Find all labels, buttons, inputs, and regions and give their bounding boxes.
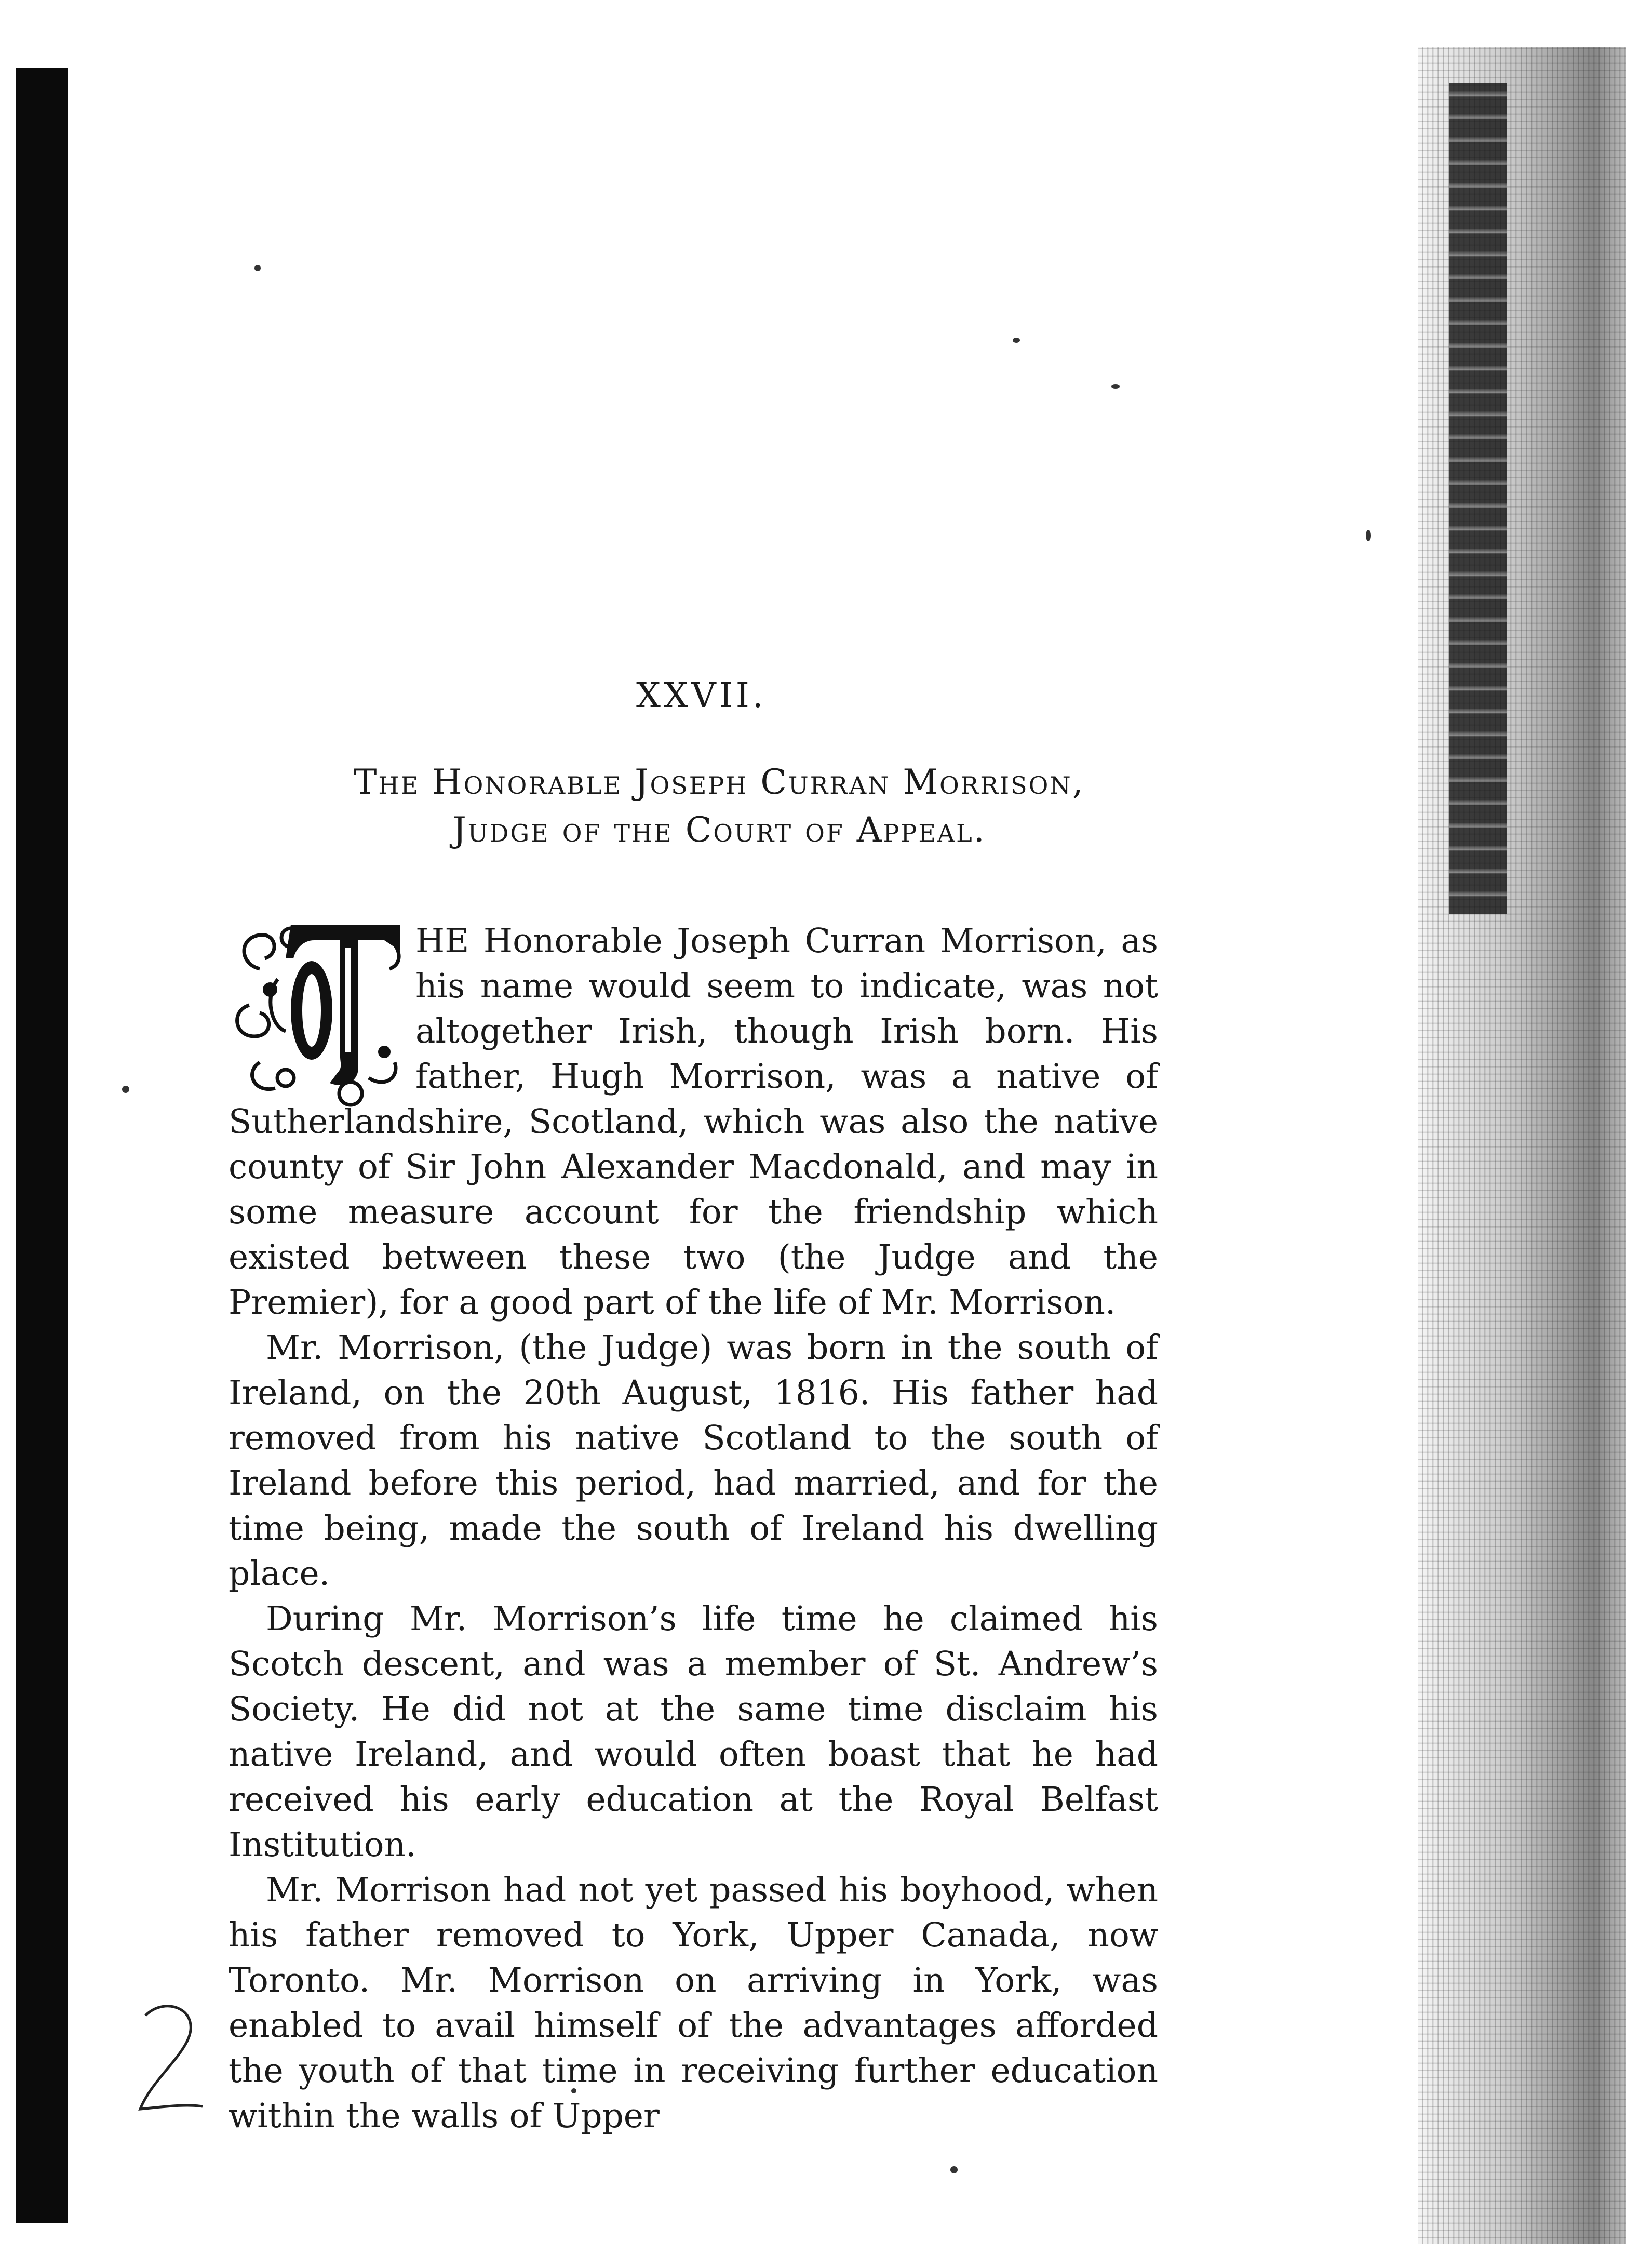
chapter-number: XXVII. [636,675,767,715]
scan-speck [1366,530,1371,541]
scan-speck [254,265,261,271]
scan-speck [1111,384,1120,389]
chapter-title [291,758,1148,854]
scan-speck [950,2166,958,2173]
paragraph-1: HE Honorable Joseph Curran Morrison, as his name would seem to indicate, was not altogether Irish, though Irish born. His father, Hugh Morrison, was a native of Sutherlandshire, Scotland, which was also the native county of Sir John Alexander Macdonald, and may in some measure account for the friendship which existed between these two (the Judge and the Premier), for a good part of the life of Mr. Morrison. [229,918,1158,1325]
paragraph-3: During Mr. Morrison’s life time he claimed his Scotch descent, and was a member of St. Andrew’s Society. He did not at the same time disclaim his native Ireland, and would often boast that he had received his early education at the Royal Belfast Institution. [229,1599,1158,1864]
scan-speck [1013,338,1020,343]
page-edge-dark-strip [1449,83,1507,914]
paragraph-4: Mr. Morrison had not yet passed his boyhood, when his father removed to York, Upper Canada, now Toronto. Mr. Morrison on arriving in York, was enabled to avail himself of the advantages afforded the youth of that time in receiving further education within the walls of Upper [229,1871,1158,2136]
drop-cap-spacer [229,918,415,1095]
binding-shadow [16,68,68,2223]
title-line-1: The Honorable Joseph Curran Morrison, [354,762,1085,802]
handwritten-mark [125,1995,218,2130]
body-text [229,918,1158,2139]
title-line-2: Judge of the Court of Appeal. [452,810,986,850]
scan-speck [122,1086,129,1093]
paragraph-2: Mr. Morrison, (the Judge) was born in the south of Ireland, on the 20th August, 1816. His father had removed from his native Scotland to the south of Ireland before this period, had married, and for the time being, made the south of Ireland his dwelling place. [229,1328,1158,1593]
